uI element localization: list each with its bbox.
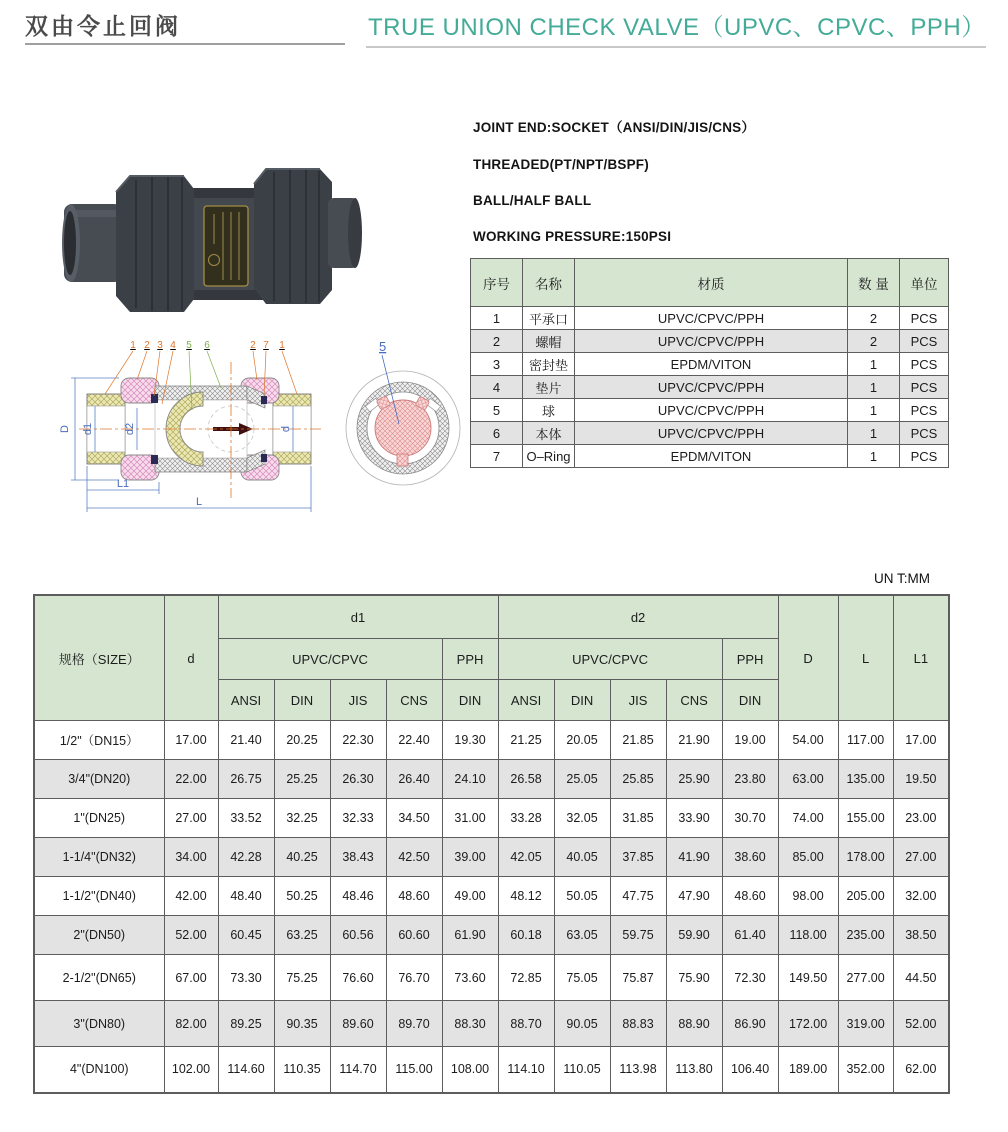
size-cell: 3/4"(DN20) [34, 760, 164, 799]
value-cell: 277.00 [838, 955, 893, 1001]
value-cell: 118.00 [778, 916, 838, 955]
value-cell: 74.00 [778, 799, 838, 838]
value-cell: PCS [900, 307, 949, 330]
end-view [346, 339, 460, 485]
table-row [471, 399, 949, 422]
value-cell: 21.90 [666, 721, 722, 760]
value-cell: 113.80 [666, 1047, 722, 1093]
spec-list [473, 116, 755, 265]
value-cell: 110.35 [274, 1047, 330, 1093]
parts-header-row [471, 259, 949, 307]
value-cell: 26.75 [218, 760, 274, 799]
value-cell: 88.83 [610, 1001, 666, 1047]
value-cell: 52.00 [893, 1001, 949, 1047]
value-cell: 球 [523, 399, 575, 422]
callout-2b: 2 [250, 340, 256, 351]
table-row [471, 307, 949, 330]
value-cell: 38.60 [722, 838, 778, 877]
column-header: ANSI [498, 680, 554, 721]
value-cell: 38.50 [893, 916, 949, 955]
value-cell: 25.05 [554, 760, 610, 799]
value-cell: 34.00 [164, 838, 218, 877]
unit-note: UN T:MM [874, 571, 930, 586]
value-cell: 27.00 [164, 799, 218, 838]
value-cell: 88.30 [442, 1001, 498, 1047]
value-cell: 26.30 [330, 760, 386, 799]
column-header: 材质 [575, 259, 848, 307]
value-cell: 42.28 [218, 838, 274, 877]
table-row [34, 721, 949, 760]
value-cell: 38.43 [330, 838, 386, 877]
value-cell: 155.00 [838, 799, 893, 838]
size-cell: 3"(DN80) [34, 1001, 164, 1047]
table-row [471, 445, 949, 468]
value-cell: 31.00 [442, 799, 498, 838]
value-cell: 26.58 [498, 760, 554, 799]
table-row [34, 760, 949, 799]
value-cell: 114.70 [330, 1047, 386, 1093]
size-cell: 2-1/2"(DN65) [34, 955, 164, 1001]
product-photo [58, 92, 363, 332]
dim-label-d: d [280, 425, 292, 433]
value-cell: 72.85 [498, 955, 554, 1001]
value-cell: 73.30 [218, 955, 274, 1001]
value-cell: 48.40 [218, 877, 274, 916]
column-header-d: d [164, 595, 218, 721]
spec-line: THREADED(PT/NPT/BSPF) [473, 157, 649, 172]
table-row [471, 330, 949, 353]
value-cell: 34.50 [386, 799, 442, 838]
value-cell: 60.56 [330, 916, 386, 955]
value-cell: 85.00 [778, 838, 838, 877]
value-cell: 19.30 [442, 721, 498, 760]
column-header: DIN [442, 680, 498, 721]
title-underline-right [366, 46, 986, 48]
column-group-upvc-cpvc: UPVC/CPVC [498, 639, 722, 680]
value-cell: 33.28 [498, 799, 554, 838]
index-cell: 6 [471, 422, 523, 445]
body-label [204, 206, 248, 286]
value-cell: PCS [900, 353, 949, 376]
value-cell: 59.75 [610, 916, 666, 955]
value-cell: 90.35 [274, 1001, 330, 1047]
index-cell: 3 [471, 353, 523, 376]
value-cell: 32.00 [893, 877, 949, 916]
value-cell: 59.90 [666, 916, 722, 955]
value-cell: UPVC/CPVC/PPH [575, 330, 848, 353]
value-cell: 135.00 [838, 760, 893, 799]
value-cell: 41.90 [666, 838, 722, 877]
column-group-d2: d2 [498, 595, 778, 639]
value-cell: 47.90 [666, 877, 722, 916]
value-cell: 本体 [523, 422, 575, 445]
value-cell: 23.80 [722, 760, 778, 799]
value-cell: 19.00 [722, 721, 778, 760]
value-cell: PCS [900, 422, 949, 445]
value-cell: 24.10 [442, 760, 498, 799]
dim-label-d2: d2 [124, 422, 136, 436]
column-header: ANSI [218, 680, 274, 721]
value-cell: 108.00 [442, 1047, 498, 1093]
value-cell: UPVC/CPVC/PPH [575, 422, 848, 445]
value-cell: 25.90 [666, 760, 722, 799]
title-underline-left [25, 43, 345, 45]
table-row [34, 1001, 949, 1047]
value-cell: 48.60 [722, 877, 778, 916]
value-cell: 30.70 [722, 799, 778, 838]
column-header: 序号 [471, 259, 523, 307]
column-group-d1: d1 [218, 595, 498, 639]
callout-numbers [130, 340, 285, 351]
table-row [34, 838, 949, 877]
value-cell: 75.05 [554, 955, 610, 1001]
value-cell: 60.18 [498, 916, 554, 955]
column-header-L1: L1 [893, 595, 949, 721]
column-header-L: L [838, 595, 893, 721]
value-cell: 67.00 [164, 955, 218, 1001]
value-cell: EPDM/VITON [575, 353, 848, 376]
value-cell: 149.50 [778, 955, 838, 1001]
value-cell: UPVC/CPVC/PPH [575, 307, 848, 330]
value-cell: 110.05 [554, 1047, 610, 1093]
value-cell: 86.90 [722, 1001, 778, 1047]
table-row [34, 799, 949, 838]
value-cell: 49.00 [442, 877, 498, 916]
dim-label-d1: d1 [82, 422, 94, 436]
value-cell: 114.10 [498, 1047, 554, 1093]
index-cell: 7 [471, 445, 523, 468]
value-cell: 98.00 [778, 877, 838, 916]
value-cell: 螺帽 [523, 330, 575, 353]
dim-label-D: D [59, 425, 71, 433]
callout-1: 1 [130, 340, 136, 351]
value-cell: 88.90 [666, 1001, 722, 1047]
value-cell: PCS [900, 376, 949, 399]
value-cell: 115.00 [386, 1047, 442, 1093]
value-cell: 60.60 [386, 916, 442, 955]
column-header: DIN [274, 680, 330, 721]
value-cell: 25.85 [610, 760, 666, 799]
value-cell: 88.70 [498, 1001, 554, 1047]
value-cell: 63.05 [554, 916, 610, 955]
value-cell: 22.40 [386, 721, 442, 760]
value-cell: UPVC/CPVC/PPH [575, 376, 848, 399]
value-cell: 22.30 [330, 721, 386, 760]
value-cell: 33.52 [218, 799, 274, 838]
size-cell: 2"(DN50) [34, 916, 164, 955]
value-cell: 48.46 [330, 877, 386, 916]
value-cell: 89.60 [330, 1001, 386, 1047]
column-header-size: 规格（SIZE） [34, 595, 164, 721]
value-cell: 20.05 [554, 721, 610, 760]
callout-1b: 1 [279, 340, 285, 351]
index-cell: 1 [471, 307, 523, 330]
index-cell: 4 [471, 376, 523, 399]
value-cell: 25.25 [274, 760, 330, 799]
value-cell: 89.70 [386, 1001, 442, 1047]
callout-6: 6 [204, 340, 210, 351]
value-cell: EPDM/VITON [575, 445, 848, 468]
column-header: CNS [666, 680, 722, 721]
table-row [471, 422, 949, 445]
value-cell: 17.00 [164, 721, 218, 760]
index-cell: 5 [471, 399, 523, 422]
column-header-D: D [778, 595, 838, 721]
column-header: JIS [330, 680, 386, 721]
value-cell: 21.85 [610, 721, 666, 760]
table-row [34, 955, 949, 1001]
dim-label-L1: L1 [116, 478, 130, 490]
value-cell: 63.25 [274, 916, 330, 955]
value-cell: PCS [900, 399, 949, 422]
size-table [33, 594, 950, 1094]
table-row [34, 877, 949, 916]
callout-3: 3 [157, 340, 163, 351]
value-cell: 76.70 [386, 955, 442, 1001]
column-header: DIN [722, 680, 778, 721]
value-cell: PCS [900, 445, 949, 468]
value-cell: 106.40 [722, 1047, 778, 1093]
value-cell: 17.00 [893, 721, 949, 760]
value-cell: 60.45 [218, 916, 274, 955]
value-cell: 42.00 [164, 877, 218, 916]
value-cell: 47.75 [610, 877, 666, 916]
parts-table [470, 258, 949, 468]
value-cell: 172.00 [778, 1001, 838, 1047]
column-header: 数 量 [848, 259, 900, 307]
column-group-pph: PPH [722, 639, 778, 680]
value-cell: 178.00 [838, 838, 893, 877]
value-cell: 42.05 [498, 838, 554, 877]
size-cell: 1-1/4"(DN32) [34, 838, 164, 877]
value-cell: 52.00 [164, 916, 218, 955]
table-row [471, 376, 949, 399]
value-cell: 72.30 [722, 955, 778, 1001]
value-cell: 31.85 [610, 799, 666, 838]
spec-line: JOINT END:SOCKET（ANSI/DIN/JIS/CNS） [473, 120, 756, 135]
value-cell: 23.00 [893, 799, 949, 838]
value-cell: 205.00 [838, 877, 893, 916]
value-cell: 102.00 [164, 1047, 218, 1093]
parts-table-body [471, 307, 949, 468]
value-cell: 32.05 [554, 799, 610, 838]
value-cell: 82.00 [164, 1001, 218, 1047]
size-header-row-1 [34, 595, 949, 639]
column-header: DIN [554, 680, 610, 721]
page-title-en: TRUE UNION CHECK VALVE（UPVC、CPVC、PPH） [368, 14, 986, 41]
value-cell: 61.90 [442, 916, 498, 955]
callout-5: 5 [186, 340, 192, 351]
value-cell: 48.60 [386, 877, 442, 916]
value-cell: 33.90 [666, 799, 722, 838]
value-cell: 117.00 [838, 721, 893, 760]
callout-7: 7 [263, 340, 269, 351]
value-cell: 19.50 [893, 760, 949, 799]
column-group-upvc-cpvc: UPVC/CPVC [218, 639, 442, 680]
value-cell: 20.25 [274, 721, 330, 760]
value-cell: 2 [848, 307, 900, 330]
value-cell: 50.25 [274, 877, 330, 916]
value-cell: 42.50 [386, 838, 442, 877]
value-cell: 21.40 [218, 721, 274, 760]
callout-4: 4 [170, 340, 176, 351]
value-cell: 76.60 [330, 955, 386, 1001]
value-cell: 75.25 [274, 955, 330, 1001]
value-cell: 1 [848, 445, 900, 468]
value-cell: 40.25 [274, 838, 330, 877]
value-cell: 2 [848, 330, 900, 353]
value-cell: 密封垫 [523, 353, 575, 376]
value-cell: 114.60 [218, 1047, 274, 1093]
column-group-pph: PPH [442, 639, 498, 680]
value-cell: 63.00 [778, 760, 838, 799]
column-header: CNS [386, 680, 442, 721]
value-cell: 50.05 [554, 877, 610, 916]
value-cell: 113.98 [610, 1047, 666, 1093]
value-cell: 61.40 [722, 916, 778, 955]
value-cell: 1 [848, 353, 900, 376]
value-cell: 235.00 [838, 916, 893, 955]
value-cell: 平承口 [523, 307, 575, 330]
technical-drawing [35, 336, 480, 526]
callout-2: 2 [144, 340, 150, 351]
spec-line: BALL/HALF BALL [473, 193, 592, 208]
column-header: 单位 [900, 259, 949, 307]
value-cell: 垫片 [523, 376, 575, 399]
value-cell: 32.33 [330, 799, 386, 838]
value-cell: 27.00 [893, 838, 949, 877]
end-view-callout-5: 5 [379, 339, 387, 354]
size-cell: 1"(DN25) [34, 799, 164, 838]
value-cell: 73.60 [442, 955, 498, 1001]
value-cell: 75.87 [610, 955, 666, 1001]
index-cell: 2 [471, 330, 523, 353]
value-cell: 1 [848, 422, 900, 445]
value-cell: 189.00 [778, 1047, 838, 1093]
value-cell: 75.90 [666, 955, 722, 1001]
table-row [34, 1047, 949, 1093]
value-cell: 1 [848, 376, 900, 399]
value-cell: 89.25 [218, 1001, 274, 1047]
value-cell: UPVC/CPVC/PPH [575, 399, 848, 422]
value-cell: 48.12 [498, 877, 554, 916]
value-cell: 319.00 [838, 1001, 893, 1047]
size-table-body [34, 721, 949, 1093]
size-cell: 4"(DN100) [34, 1047, 164, 1093]
dim-label-L: L [195, 496, 203, 508]
value-cell: 352.00 [838, 1047, 893, 1093]
value-cell: 44.50 [893, 955, 949, 1001]
value-cell: PCS [900, 330, 949, 353]
column-header: JIS [610, 680, 666, 721]
value-cell: 90.05 [554, 1001, 610, 1047]
page-title-zh: 双由令止回阀 [25, 13, 181, 39]
table-row [471, 353, 949, 376]
value-cell: 22.00 [164, 760, 218, 799]
value-cell: 54.00 [778, 721, 838, 760]
size-cell: 1/2"（DN15） [34, 721, 164, 760]
value-cell: 32.25 [274, 799, 330, 838]
value-cell: 26.40 [386, 760, 442, 799]
value-cell: O–Ring [523, 445, 575, 468]
value-cell: 40.05 [554, 838, 610, 877]
value-cell: 39.00 [442, 838, 498, 877]
value-cell: 1 [848, 399, 900, 422]
value-cell: 62.00 [893, 1047, 949, 1093]
table-row [34, 916, 949, 955]
value-cell: 21.25 [498, 721, 554, 760]
value-cell: 37.85 [610, 838, 666, 877]
column-header: 名称 [523, 259, 575, 307]
size-cell: 1-1/2"(DN40) [34, 877, 164, 916]
spec-line: WORKING PRESSURE:150PSI [473, 229, 672, 244]
